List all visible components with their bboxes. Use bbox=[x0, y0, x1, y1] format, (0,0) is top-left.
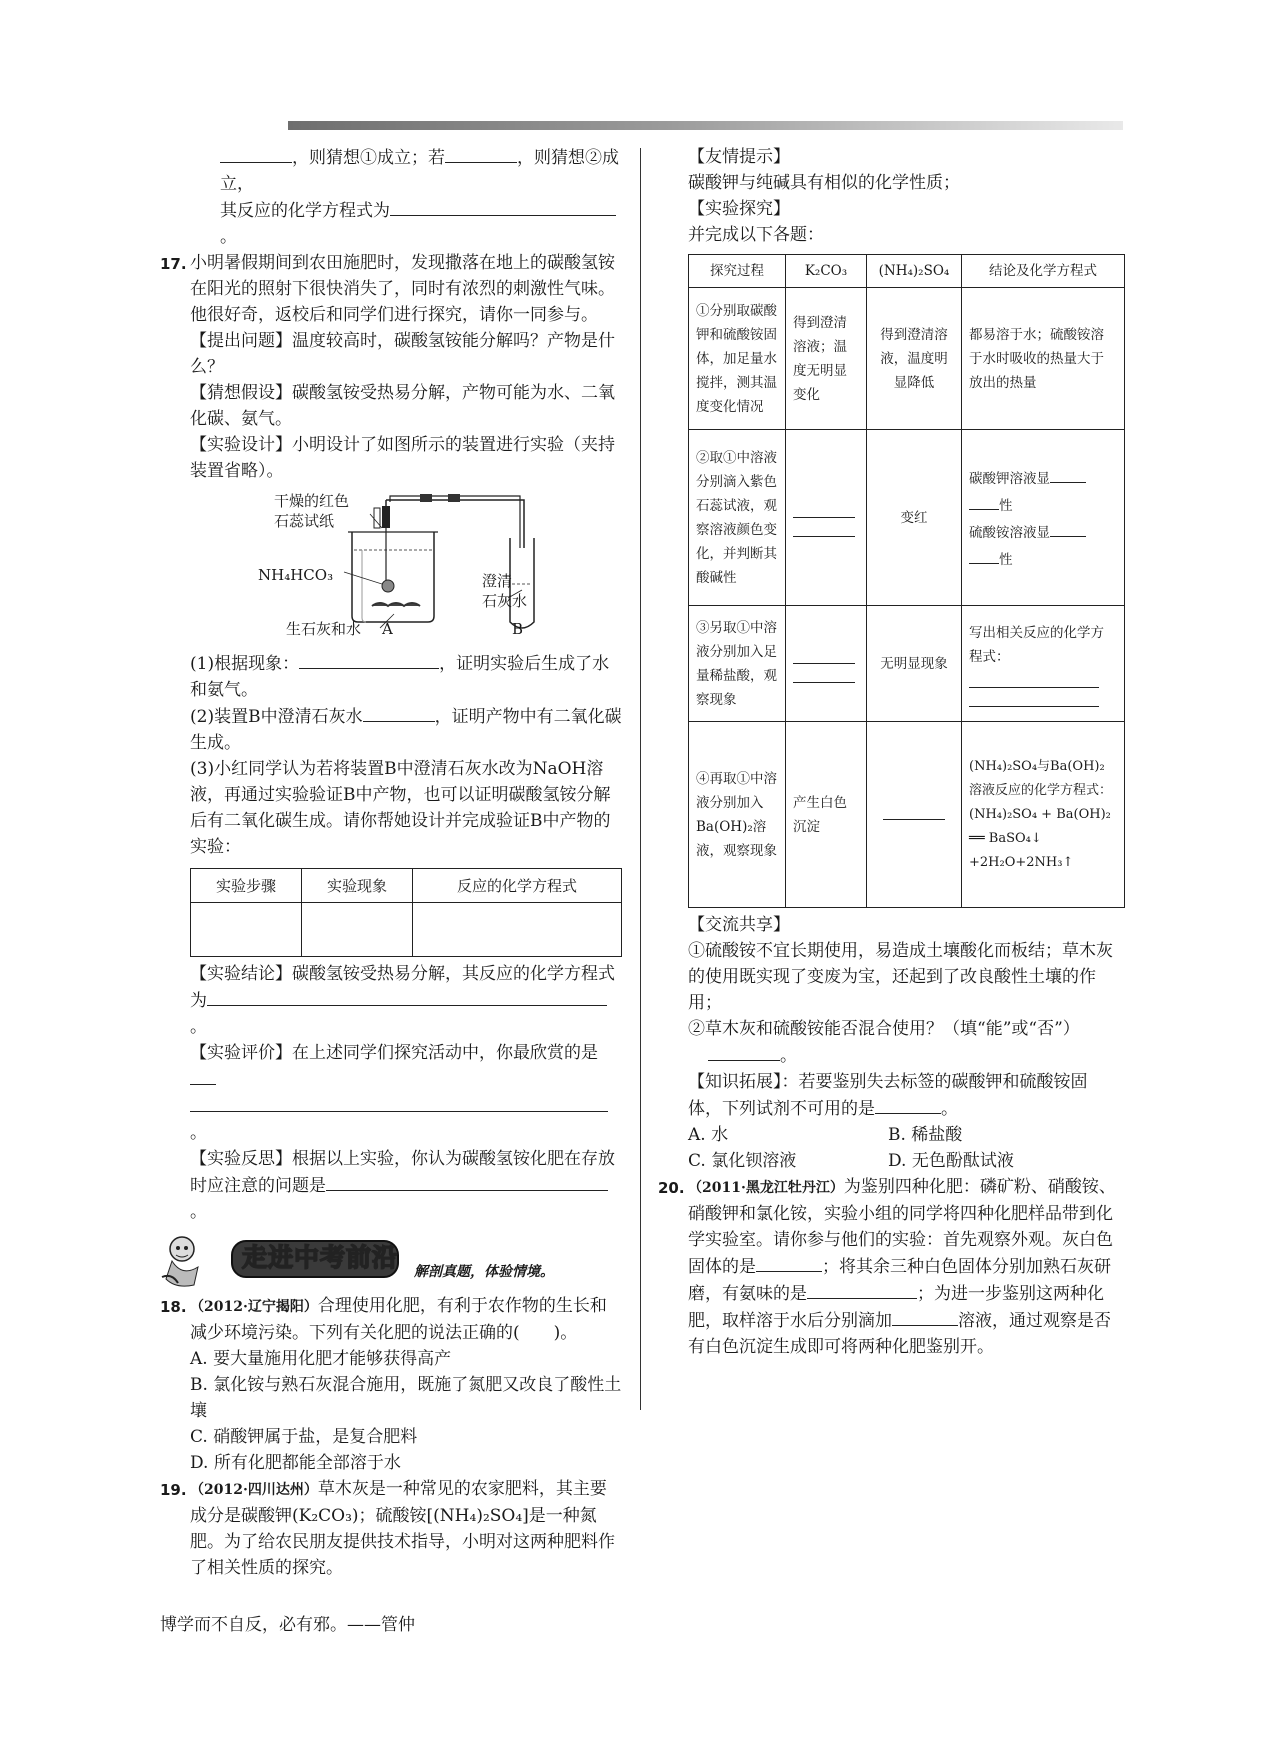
answer-blank[interactable] bbox=[793, 499, 855, 518]
answer-blank[interactable] bbox=[883, 801, 945, 820]
question-text: （2011·黑龙江牡丹江）为鉴别四种化肥：磷矿粉、硝酸铵、硝酸钾和氯化铵，实验小组的同学将四种化肥样品带到化学实验室。请你参与他们的实验：首先观察外观。灰白色固体的是 ；将其余三种白色固体分别加熟石灰研磨，有氨味的是 ；为进一步鉴别这两种化肥，取样溶于水后分别滴加 溶液，通过观察是否有白色沉淀生成即可将两种化肥鉴别开。 bbox=[688, 1177, 1116, 1357]
table-cell: (NH₄)₂SO₄与Ba(OH)₂溶液反应的化学方程式：(NH₄)₂SO₄ + Ba(OH)₂ ══ BaSO₄↓ +2H₂O+2NH₃↑ bbox=[962, 722, 1125, 908]
question-19 bbox=[160, 1476, 622, 1581]
option-d[interactable]: D. 所有化肥都能全部溶于水 bbox=[190, 1453, 401, 1473]
question-text: （2012·辽宁揭阳）合理使用化肥，有利于农作物的生长和减少环境污染。下列有关化肥的说法正确的( )。 bbox=[190, 1296, 607, 1343]
option-a[interactable]: A. 要大量施用化肥才能够获得高产 bbox=[190, 1349, 452, 1369]
table-cell[interactable] bbox=[413, 903, 622, 957]
option-a[interactable]: A. 水 bbox=[688, 1125, 729, 1145]
tip-heading: 【友情提示】 bbox=[688, 147, 790, 167]
apparatus-figure bbox=[258, 488, 550, 646]
right-column bbox=[658, 144, 1120, 1360]
answer-blank[interactable] bbox=[220, 144, 292, 163]
inquiry-table bbox=[688, 254, 1125, 908]
question-number: 19. bbox=[160, 1481, 187, 1499]
sub-question-1: (1)根据现象： ，证明实验后生成了水和氨气。 bbox=[190, 650, 622, 703]
answer-blank[interactable] bbox=[445, 144, 517, 163]
question-text: （2012·四川达州）草木灰是一种常见的农家肥料，其主要成分是碳酸钾(K₂CO₃)；硫酸铵[(NH₄)₂SO₄]是一种氮肥。为了给农民朋友提供技术指导，小明对这两种肥料作了相关性质的探究。 bbox=[190, 1479, 615, 1578]
question-17 bbox=[160, 250, 622, 1225]
design-section: 【实验设计】小明设计了如图所示的装置进行实验（夹持装置省略）。 bbox=[190, 435, 615, 481]
table-row bbox=[689, 722, 1125, 908]
table-cell: ④再取①中溶液分别加入Ba(OH)₂溶液，观察现象 bbox=[689, 722, 786, 908]
answer-blank[interactable] bbox=[793, 664, 855, 683]
ask-section: 【提出问题】温度较高时，碳酸氢铵能分解吗？产物是什么？ bbox=[190, 331, 615, 377]
section-banner bbox=[190, 1231, 622, 1293]
table-row bbox=[689, 288, 1125, 430]
tip-text: 碳酸钾与纯碱具有相似的化学性质； bbox=[688, 173, 960, 193]
table-header: 实验现象 bbox=[302, 869, 413, 903]
question-text: 小明暑假期间到农田施肥时，发现撒落在地上的碳酸氢铵在阳光的照射下很快消失了，同时有浓烈的刺激性气味。他很好奇，返校后和同学们进行探究，请你一同参与。 bbox=[190, 253, 615, 325]
sub-question-2: (2)装置B中澄清石灰水 ，证明产物中有二氧化碳生成。 bbox=[190, 703, 622, 756]
intro-line-1: ，则猜想①成立；若 ，则猜想②成立， bbox=[190, 144, 622, 197]
column-divider bbox=[640, 148, 641, 1410]
question-number: 17. bbox=[160, 255, 187, 273]
table-cell bbox=[786, 606, 867, 722]
header-bar bbox=[288, 121, 1123, 130]
answer-blank[interactable] bbox=[190, 1066, 216, 1085]
answer-blank[interactable] bbox=[190, 1093, 608, 1112]
experiment-table bbox=[190, 868, 622, 957]
question-20 bbox=[658, 1174, 1120, 1360]
table-cell bbox=[867, 722, 962, 908]
answer-blank[interactable] bbox=[807, 1280, 917, 1299]
answer-blank[interactable] bbox=[892, 1307, 958, 1326]
banner-title: 走进中考前沿 bbox=[242, 1243, 399, 1272]
option-b[interactable]: B. 氯化铵与熟石灰混合施用，既施了氮肥又改良了酸性土壤 bbox=[190, 1375, 622, 1421]
table-cell: 得到澄清溶液，温度明显降低 bbox=[867, 288, 962, 430]
answer-blank[interactable] bbox=[1050, 518, 1086, 537]
table-cell bbox=[786, 430, 867, 606]
label-quicklime: 生石灰和水 bbox=[286, 620, 362, 638]
answer-blank[interactable] bbox=[326, 1172, 608, 1191]
table-header: 实验步骤 bbox=[191, 869, 302, 903]
explore-text: 并完成以下各题： bbox=[688, 225, 824, 245]
table-cell: 碳酸钾溶液显 性 硫酸铵溶液显 性 bbox=[962, 430, 1125, 606]
table-cell[interactable] bbox=[302, 903, 413, 957]
extend-options-row-2 bbox=[688, 1148, 1120, 1174]
table-row bbox=[689, 606, 1125, 722]
footer-quote: 博学而不自反，必有邪。——管仲 bbox=[160, 1615, 415, 1635]
table-header: 反应的化学方程式 bbox=[413, 869, 622, 903]
answer-blank[interactable] bbox=[969, 545, 999, 564]
reflection-section: 【实验反思】根据以上实验，你认为碳酸氢铵化肥在存放时应注意的问题是。 bbox=[190, 1149, 615, 1222]
label-limewater-1: 澄清 bbox=[482, 572, 513, 590]
answer-blank[interactable] bbox=[708, 1042, 780, 1061]
option-d[interactable]: D. 无色酚酞试液 bbox=[888, 1151, 1014, 1171]
answer-blank[interactable] bbox=[756, 1253, 822, 1272]
table-header: (NH₄)₂SO₄ bbox=[867, 255, 962, 288]
banner-subtitle: 解剖真题，体验情境。 bbox=[414, 1264, 554, 1280]
answer-blank[interactable] bbox=[969, 688, 1099, 707]
table-cell: 变红 bbox=[867, 430, 962, 606]
extend-options-row-1 bbox=[688, 1122, 1120, 1148]
answer-blank[interactable] bbox=[793, 645, 855, 664]
table-cell[interactable] bbox=[191, 903, 302, 957]
share-item-2: ②草木灰和硫酸铵能否混合使用？（填“能”或“否”） bbox=[688, 1019, 1080, 1039]
answer-blank[interactable] bbox=[875, 1095, 941, 1114]
answer-blank[interactable] bbox=[1050, 464, 1086, 483]
label-b: B bbox=[512, 620, 524, 638]
label-a: A bbox=[382, 620, 393, 638]
option-b[interactable]: B. 稀盐酸 bbox=[888, 1125, 963, 1145]
label-nh4hco3: NH₄HCO₃ bbox=[258, 566, 334, 584]
table-cell: ③另取①中溶液分别加入足量稀盐酸，观察现象 bbox=[689, 606, 786, 722]
label-litmus-1: 干燥的红色 bbox=[274, 492, 350, 510]
table-header: 探究过程 bbox=[689, 255, 786, 288]
table-cell: 都易溶于水；硫酸铵溶于水时吸收的热量大于放出的热量 bbox=[962, 288, 1125, 430]
option-list bbox=[190, 1346, 622, 1476]
answer-blank[interactable] bbox=[299, 650, 439, 669]
question-number: 20. bbox=[658, 1179, 685, 1197]
question-18 bbox=[160, 1293, 622, 1476]
table-header: 结论及化学方程式 bbox=[962, 255, 1125, 288]
share-heading: 【交流共享】 bbox=[688, 915, 790, 935]
left-column bbox=[160, 144, 622, 1581]
answer-blank[interactable] bbox=[390, 197, 616, 216]
table-cell: 产生白色沉淀 bbox=[786, 722, 867, 908]
table-cell: ①分别取碳酸钾和硫酸铵固体，加足量水搅拌，测其温度变化情况 bbox=[689, 288, 786, 430]
option-c[interactable]: C. 硝酸钾属于盐，是复合肥料 bbox=[190, 1427, 418, 1447]
mascot-icon bbox=[158, 1233, 210, 1291]
answer-blank[interactable] bbox=[793, 518, 855, 537]
answer-blank[interactable] bbox=[969, 669, 1099, 688]
extend-section: 【知识拓展】：若要鉴别失去标签的碳酸钾和硫酸铵固体，下列试剂不可用的是 。 bbox=[688, 1072, 1088, 1119]
label-litmus-2: 石蕊试纸 bbox=[274, 512, 335, 530]
answer-blank[interactable] bbox=[207, 987, 607, 1006]
guess-section: 【猜想假设】碳酸氢铵受热易分解，产物可能为水、二氧化碳、氨气。 bbox=[190, 383, 615, 429]
table-cell: 无明显现象 bbox=[867, 606, 962, 722]
conclusion-section: 【实验结论】碳酸氢铵受热易分解，其反应的化学方程式为。 bbox=[190, 964, 615, 1037]
share-item-1: ①硫酸铵不宜长期使用，易造成土壤酸化而板结；草木灰的使用既实现了变废为宝，还起到了改良酸性土壤的作用； bbox=[688, 941, 1113, 1013]
answer-blank[interactable] bbox=[969, 491, 999, 510]
intro-line-2: 其反应的化学方程式为。 bbox=[190, 197, 622, 250]
sub-question-3: (3)小红同学认为若将装置B中澄清石灰水改为NaOH溶液，再通过实验验证B中产物，也可以证明碳酸氢铵分解后有二氧化碳生成。请你帮她设计并完成验证B中产物的实验： bbox=[190, 759, 611, 857]
table-row bbox=[689, 430, 1125, 606]
question-number: 18. bbox=[160, 1298, 187, 1316]
explore-heading: 【实验探究】 bbox=[688, 199, 790, 219]
answer-blank[interactable] bbox=[363, 703, 435, 722]
table-cell: 得到澄清溶液；温度无明显变化 bbox=[786, 288, 867, 430]
option-c[interactable]: C. 氯化钡溶液 bbox=[688, 1151, 797, 1171]
table-cell: 写出相关反应的化学方程式： bbox=[962, 606, 1125, 722]
table-header: K₂CO₃ bbox=[786, 255, 867, 288]
table-cell: ②取①中溶液分别滴入紫色石蕊试液，观察溶液颜色变化，并判断其酸碱性 bbox=[689, 430, 786, 606]
share-answer: 。 bbox=[688, 1042, 1120, 1069]
label-limewater-2: 石灰水 bbox=[482, 592, 528, 610]
evaluation-section: 【实验评价】在上述同学们探究活动中，你最欣赏的是。 bbox=[190, 1040, 622, 1146]
